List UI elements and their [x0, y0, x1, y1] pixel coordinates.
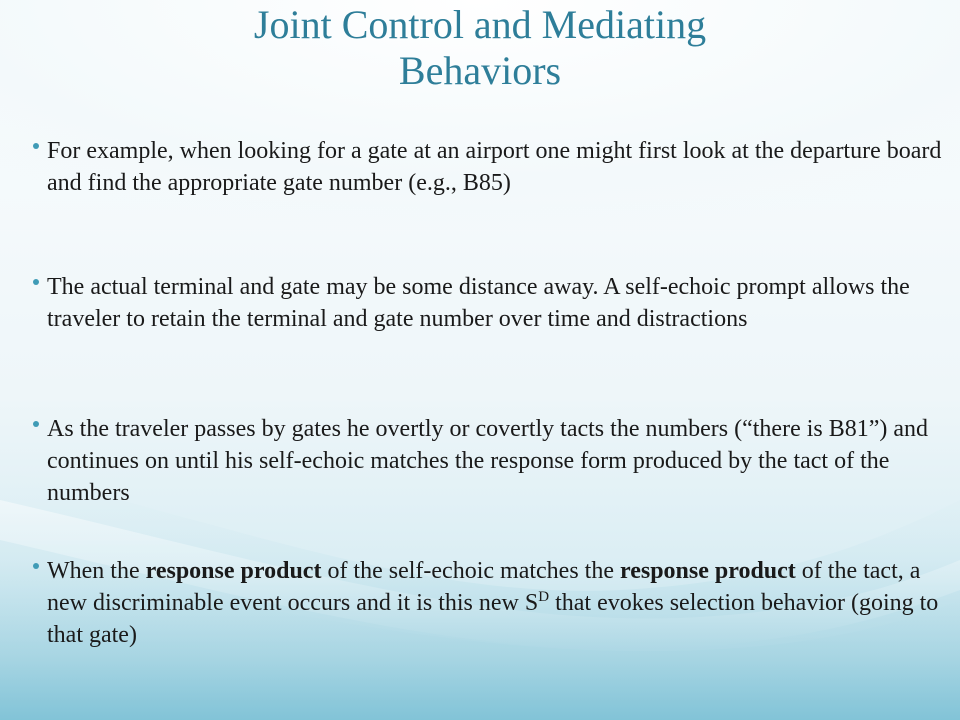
slide-title-line-2: Behaviors	[398, 48, 562, 93]
bold-term-response-product: response product	[619, 558, 796, 584]
bullet-text: For example, when looking for a gate at an airport one might first look at the departure board and find the appropriate gate number (e.g., B85)	[47, 138, 942, 196]
bullet-text-part: of the self-echoic matches the	[321, 558, 620, 584]
bullet-text: The actual terminal and gate may be some distance away. A self-echoic prompt allows the traveler to retain the terminal and gate number over time and distractions	[47, 274, 910, 332]
bold-term-response-product: response product	[145, 558, 322, 584]
bullet-dot-icon	[33, 421, 39, 427]
slide-title	[150, 2, 810, 94]
superscript-d: D	[538, 589, 550, 605]
bullet-dot-icon	[33, 143, 39, 149]
bullet-text	[47, 555, 955, 651]
bullet-dot-icon	[33, 563, 39, 569]
bullet-text: As the traveler passes by gates he overtly or covertly tacts the numbers (“there is B81”) and continues on until his self-echoic matches the response form produced by the tact of the numbers	[47, 416, 929, 506]
bullet-text-part: that evokes selection behavior (going to that gate)	[47, 590, 939, 648]
bullet-text-part: When the	[47, 558, 146, 584]
bullet-dot-icon	[33, 279, 39, 285]
slide-title-line-1: Joint Control and Mediating	[253, 2, 707, 47]
bullet-text-part: of the tact, a new discriminable event occurs and it is this new S	[47, 558, 921, 616]
